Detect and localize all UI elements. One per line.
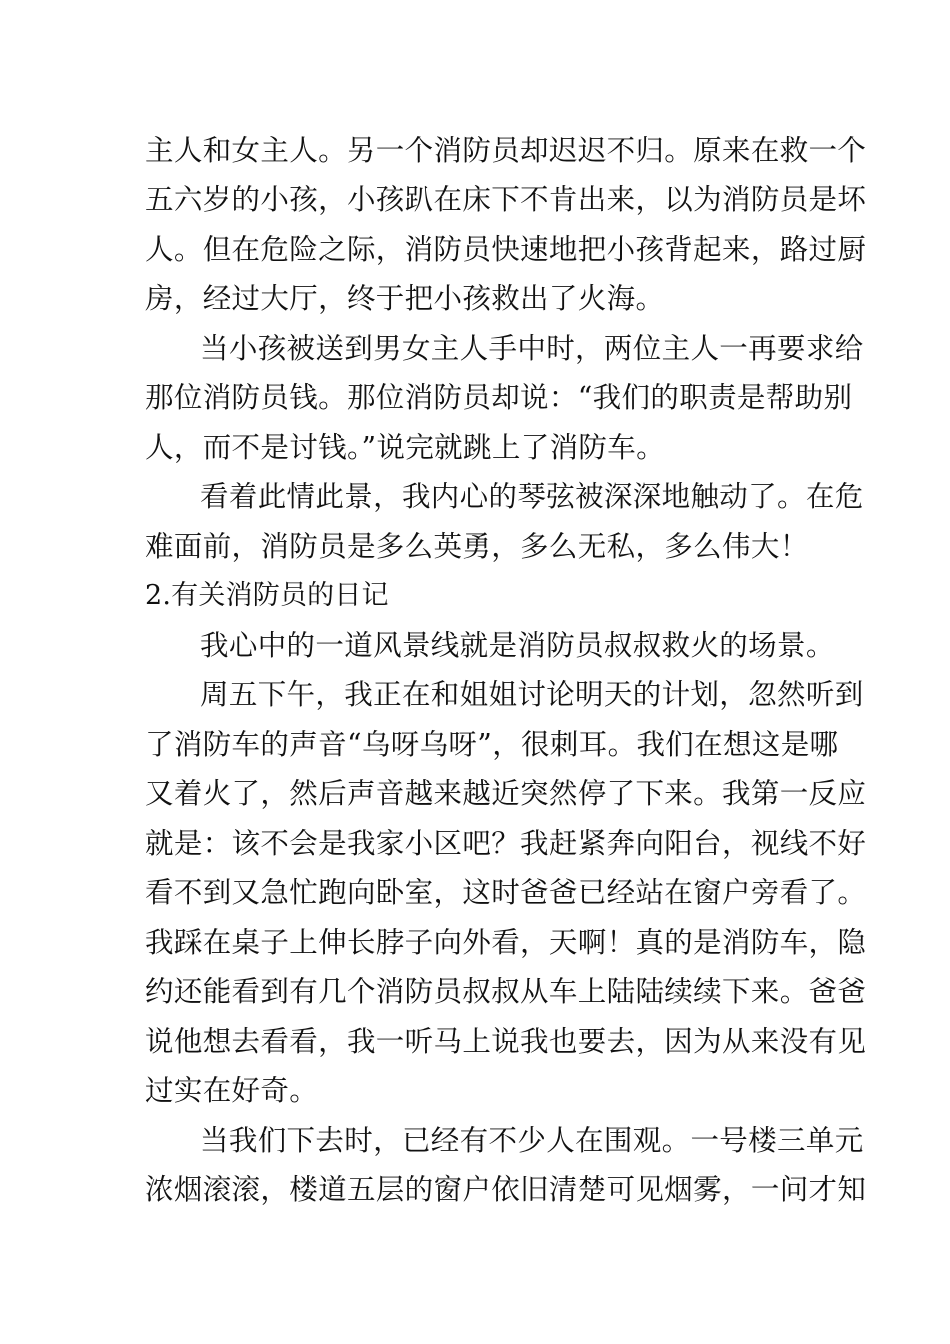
text-line: 那位消防员钱。那位消防员却说：“我们的职责是帮助别	[145, 381, 853, 414]
paragraph-first-line: 当我们下去时，已经有不少人在围观。一号楼三单元	[200, 1124, 864, 1157]
text-line: 就是：该不会是我家小区吧？我赶紧奔向阳台，视线不好	[145, 827, 867, 860]
text-line: 五六岁的小孩，小孩趴在床下不肯出来，以为消防员是坏	[145, 183, 867, 216]
paragraph-first-line: 周五下午，我正在和姐姐讨论明天的计划，忽然听到	[200, 678, 864, 711]
paragraph-first-line: 看着此情此景，我内心的琴弦被深深地触动了。在危	[200, 480, 864, 513]
paragraph-first-line: 我心中的一道风景线就是消防员叔叔救火的场景。	[200, 629, 835, 662]
text-line: 人，而不是讨钱。”说完就跳上了消防车。	[145, 431, 665, 464]
text-line: 主人和女主人。另一个消防员却迟迟不归。原来在救一个	[145, 134, 867, 167]
text-line: 看不到又急忙跑向卧室，这时爸爸已经站在窗户旁看了。	[145, 876, 867, 909]
text-line: 约还能看到有几个消防员叔叔从车上陆陆续续下来。爸爸	[145, 975, 867, 1008]
section-heading: 2.有关消防员的日记	[145, 580, 389, 611]
text-line: 难面前，消防员是多么英勇，多么无私，多么伟大！	[145, 530, 809, 563]
text-line: 了消防车的声音“乌呀乌呀”，很刺耳。我们在想这是哪	[145, 728, 839, 761]
text-line: 我踩在桌子上伸长脖子向外看，天啊！真的是消防车，隐	[145, 926, 867, 959]
text-line: 房，经过大厅，终于把小孩救出了火海。	[145, 282, 665, 315]
text-line: 又着火了，然后声音越来越近突然停了下来。我第一反应	[145, 777, 867, 810]
text-line: 过实在好奇。	[145, 1074, 319, 1107]
text-line: 浓烟滚滚，楼道五层的窗户依旧清楚可见烟雾，一问才知	[145, 1173, 867, 1206]
paragraph-first-line: 当小孩被送到男女主人手中时，两位主人一再要求给	[200, 332, 864, 365]
text-line: 说他想去看看，我一听马上说我也要去，因为从来没有见	[145, 1025, 867, 1058]
text-line: 人。但在危险之际，消防员快速地把小孩背起来，路过厨	[145, 233, 867, 266]
